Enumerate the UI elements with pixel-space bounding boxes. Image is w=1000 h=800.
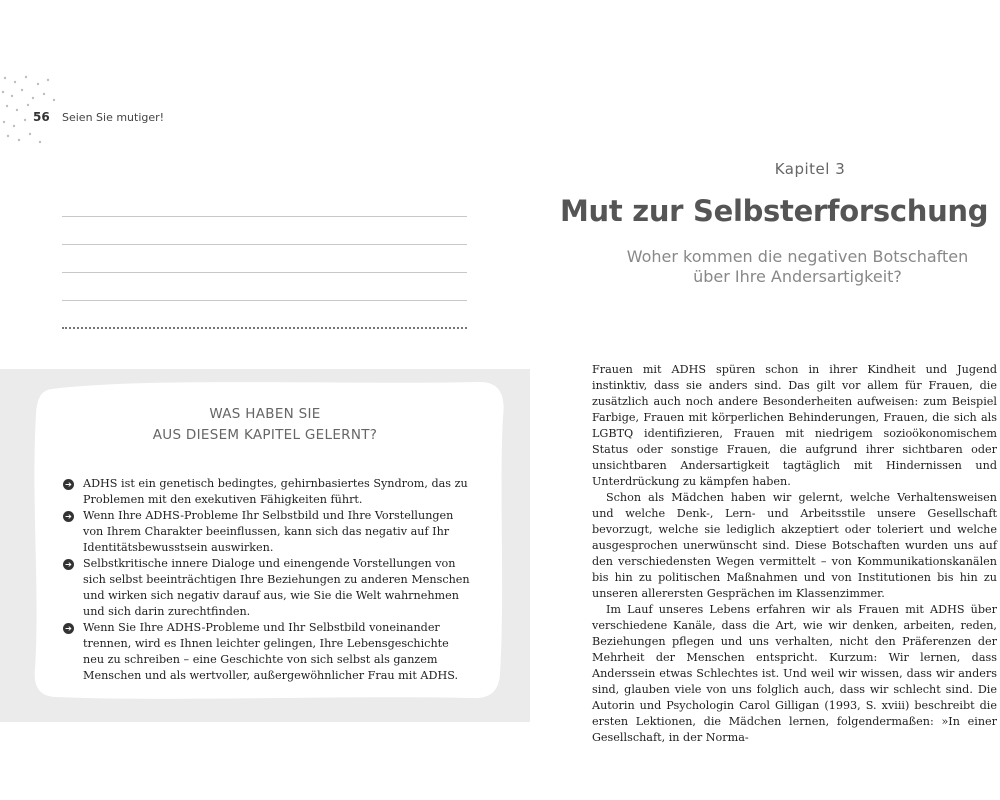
arrow-circle-icon: ➔	[63, 623, 74, 634]
summary-list	[62, 476, 472, 684]
list-item	[62, 556, 472, 620]
writing-line	[62, 216, 467, 217]
arrow-circle-icon: ➔	[63, 479, 74, 490]
arrow-circle-icon: ➔	[63, 559, 74, 570]
list-item	[62, 620, 472, 684]
list-item-text: Wenn Ihre ADHS-Probleme Ihr Selbstbild und Ihre Vorstellungen von Ihrem Charakter beeinflussen, kann sich das negativ auf Ihr Identitätsbewusstsein auswirken.	[83, 509, 454, 554]
arrow-circle-icon: ➔	[63, 511, 74, 522]
decorative-dots	[0, 72, 60, 152]
list-item-text: ADHS ist ein genetisch bedingtes, gehirnbasiertes Syndrom, das zu Problemen mit den exekutiven Fähigkeiten führt.	[83, 477, 468, 506]
list-item	[62, 476, 472, 508]
list-item-text: Selbstkritische innere Dialoge und einengende Vorstellungen von sich selbst beeinträchtigen Ihre Beziehungen zu anderen Menschen und wirken sich negativ darauf aus, wie Sie die Welt wahrnehmen und sich darin zurechtfinden.	[83, 557, 470, 618]
body-paragraph: Frauen mit ADHS spüren schon in ihrer Kindheit und Jugend instinktiv, dass sie anders sind. Das gilt vor allem für Frauen, die zusätzlich auch noch andere Besonderheiten aufweisen: zum Beispiel Farbige, Frauen mit körperlichen Behinderungen, Frauen, die sich als LGBTQ identifizieren, Frauen mit niedrigem sozioökonomischem Status oder sonstige Frauen, die aufgrund ihrer sichtbaren oder unsichtbaren Andersartigkeit tagtäglich mit Hindernissen und Unterdrückung zu kämpfen haben.	[592, 363, 997, 488]
body-paragraph: Schon als Mädchen haben wir gelernt, welche Verhaltensweisen und welche Denk-, Lern- und Arbeitsstile unsere Gesellschaft bevorzugt, welche sie lediglich akzeptiert oder toleriert und welche ausgesprochen unerwünscht sind. Diese Botschaften wurden uns auf den verschiedensten Wegen vermittelt – von Kommunikationskanälen bis hin zu politischen Maßnahmen und von Institutionen bis hin zu unseren allerersten Gesprächen im Klassenzimmer.	[592, 491, 997, 600]
chapter-label: Kapitel 3	[774, 160, 846, 178]
page-number: 56	[33, 110, 50, 124]
writing-line	[62, 244, 467, 245]
body-text	[592, 362, 997, 746]
summary-title-line1: WAS HABEN SIE	[209, 406, 321, 422]
chapter-subtitle-line2: über Ihre Andersartigkeit?	[693, 267, 902, 286]
chapter-subtitle-line1: Woher kommen die negativen Botschaften	[626, 247, 969, 266]
writing-line	[62, 272, 467, 273]
body-paragraph: Im Lauf unseres Lebens erfahren wir als Frauen mit ADHS über verschiedene Kanäle, dass die Art, wie wir denken, arbeiten, reden, Beziehungen pflegen und uns verhalten, nicht den Präferenzen der Mehrheit der Menschen entspricht. Kurzum: Wir lernen, dass Anderssein etwas Schlechtes ist. Und weil wir wissen, dass wir anders sind, glauben viele von uns folglich auch, dass wir schlecht sind. Die Autorin und Psychologin Carol Gilligan (1993, S. xviii) beschreibt die ersten Lektionen, die Mädchen lernen, folgendermaßen: »In einer Gesellschaft, in der Norma-	[592, 603, 997, 744]
list-item-text: Wenn Sie Ihre ADHS-Probleme und Ihr Selbstbild voneinander trennen, wird es Ihnen leichter gelingen, Ihre Lebensgeschichte neu zu schreiben – eine Geschichte von sich selbst als ganzem Menschen und als wertvoller, außergewöhnlicher Frau mit ADHS.	[83, 621, 459, 682]
list-item	[62, 508, 472, 556]
writing-line	[62, 300, 467, 301]
chapter-subtitle	[600, 247, 995, 287]
running-head: Seien Sie mutiger!	[62, 111, 165, 124]
summary-title	[55, 404, 475, 446]
writing-line-dotted	[62, 327, 467, 329]
summary-title-line2: AUS DIESEM KAPITEL GELERNT?	[152, 427, 378, 443]
chapter-title: Mut zur Selbsterforschung	[560, 194, 989, 228]
